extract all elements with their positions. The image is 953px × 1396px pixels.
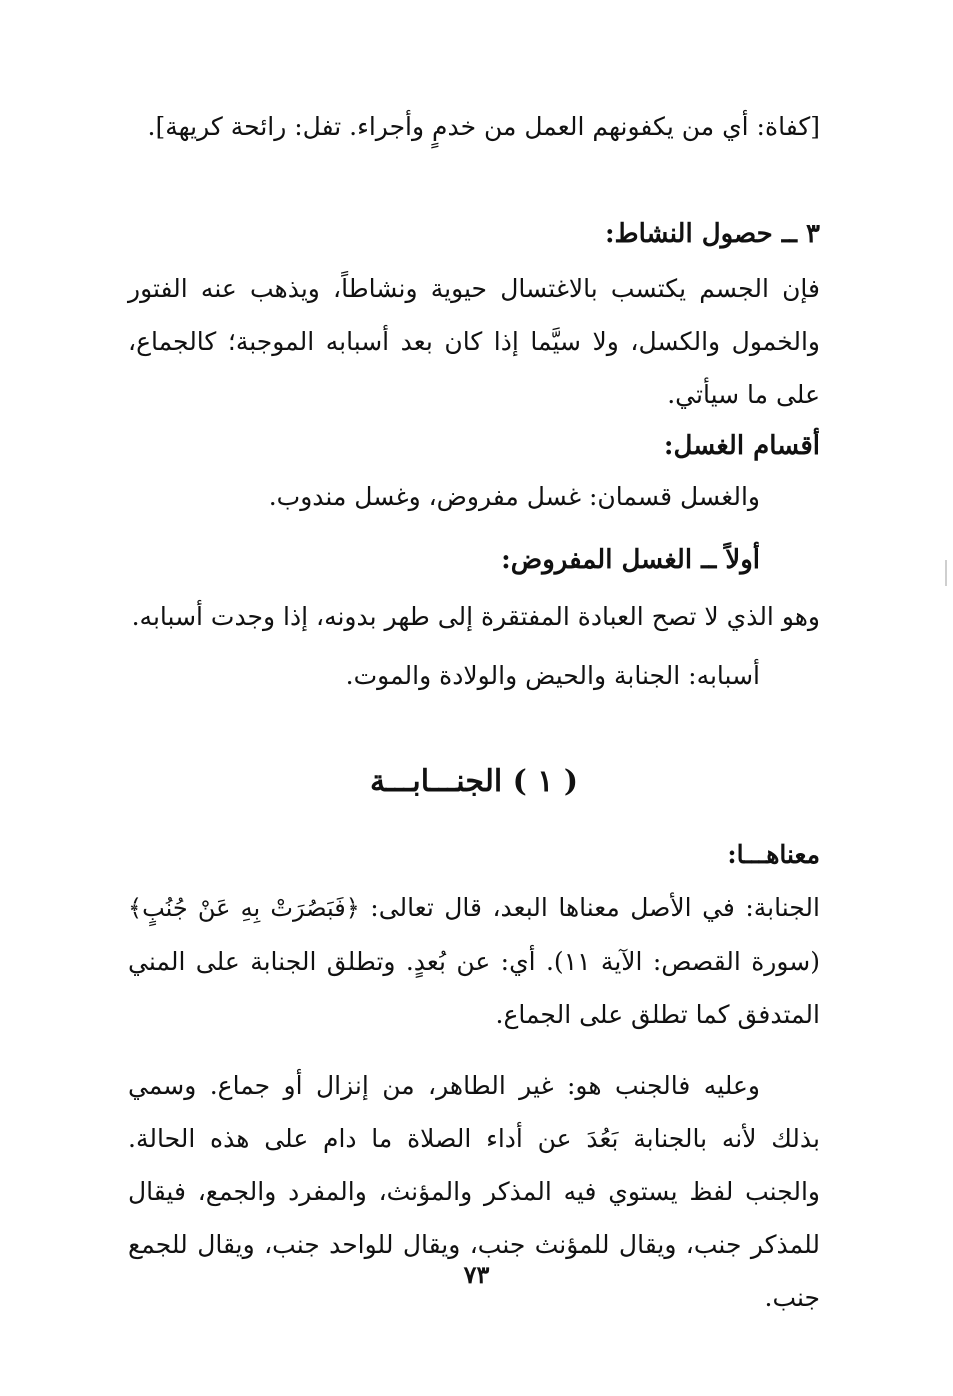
section-activity-heading: ٣ ــ حصول النشاط:: [604, 219, 820, 249]
meaning-label: معناهـــا:: [727, 840, 820, 869]
meaning-paragraph: [128, 881, 820, 1041]
section-divisions: [128, 422, 820, 523]
meaning-intro: الجنابة: في الأصل معناها البعد، قال تعالى:: [359, 893, 820, 922]
page-number: ٧٣: [463, 1260, 490, 1289]
janaba-section: [128, 764, 820, 1324]
section-activity-text: فإن الجسم يكتسب بالاغتسال حيوية ونشاطاً، ويذهب عنه الفتور والخمول والكسل، ولا سيَّما إذا كان بعد أسبابه الموجبة؛ كالجماع، على ما سيأتي.: [128, 274, 820, 409]
intro-note-text: [كفاة: أي من يكفونهم العمل من خدمٍ وأجراء. تفل: رائحة كريهة].: [147, 112, 820, 141]
obligatory-heading: أولاً ــ الغسل المفروض:: [501, 545, 760, 575]
janub-paragraph: وعليه فالجنب هو: غير الطاهر، من إنزال أو جماع. وسمي بذلك لأنه بالجنابة بَعُدَ عن أداء الصلاة ما دام على هذه الحالة. والجنب لفظ يستوي فيه المذكر والمؤنث، والمفرد والجمع، فيقال للمذكر جنب، ويقال للمؤنث جنب، ويقال للواحد جنب، ويقال للجمع جنب.: [128, 1071, 820, 1312]
section-obligatory: [128, 536, 820, 702]
divisions-heading: أقسام الغسل:: [663, 431, 820, 461]
obligatory-causes: أسبابه: الجنابة والحيض والولادة والموت.: [345, 661, 760, 690]
janaba-title: ( ١ ) الجنـــابـــة: [369, 764, 579, 799]
quran-verse: ﴿فَبَصُرَتْ بِهِ عَنْ جُنُبٍ﴾: [128, 894, 360, 922]
meaning-rest: (سورة القصص: الآية ١١). أي: عن بُعدٍ. وتطلق الجنابة على المني المتدفق كما تطلق على الجماع.: [128, 947, 820, 1029]
intro-note: [128, 100, 820, 153]
edge-mark: [945, 560, 947, 586]
obligatory-definition: وهو الذي لا تصح العبادة المفتقرة إلى طهر بدونه، إذا وجدت أسبابه.: [131, 602, 820, 631]
section-activity: [128, 210, 820, 421]
divisions-text: والغسل قسمان: غسل مفروض، وغسل مندوب.: [268, 482, 760, 511]
